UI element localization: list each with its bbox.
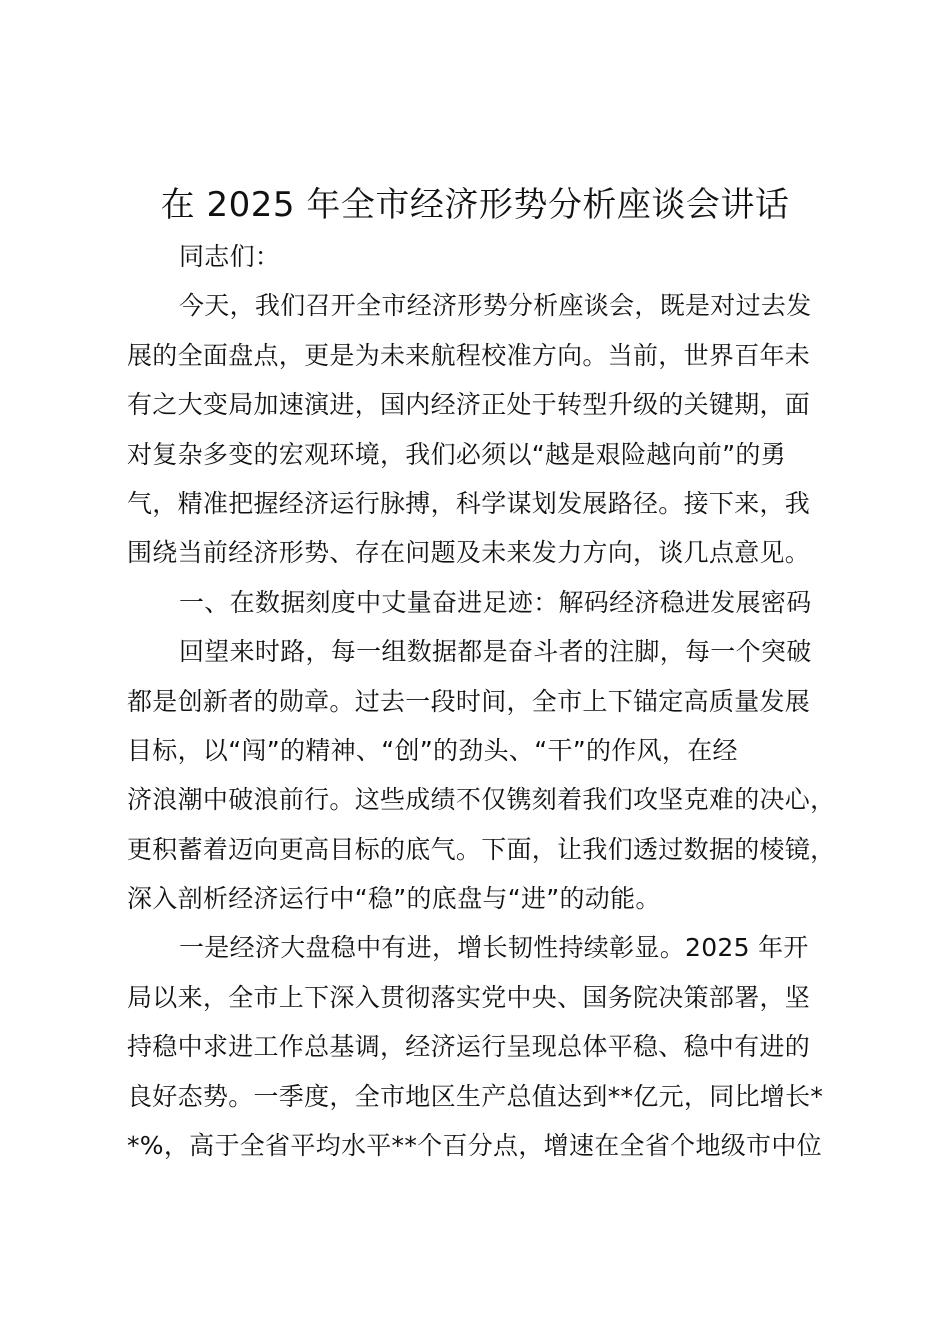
text-line: 良好态势。一季度，全市地区生产总值达到**亿元，同比增长* [127, 1081, 824, 1111]
text-line: 局以来，全市上下深入贯彻落实党中央、国务院决策部署，坚 [127, 982, 811, 1012]
text-line: 气，精准把握经济运行脉搏，科学谋划发展路径。接下来，我 [127, 488, 811, 518]
text-line: 深入剖析经济运行中“稳”的底盘与“进”的动能。 [127, 884, 661, 914]
text-line: 一是经济大盘稳中有进，增长韧性持续彰显。2025 年开 [179, 933, 809, 963]
text-line: 展的全面盘点，更是为未来航程校准方向。当前，世界百年未 [127, 340, 811, 370]
text-line: *%，高于全省平均水平**个百分点，增速在全省个地级市中位 [127, 1131, 822, 1161]
text-line: 更积蓄着迈向更高目标的底气。下面，让我们透过数据的棱镜， [127, 834, 836, 864]
document-title: 在 2025 年全市经济形势分析座谈会讲话 [160, 185, 790, 225]
text-line: 对复杂多变的宏观环境，我们必须以“越是艰险越向前”的勇 [127, 439, 787, 469]
text-line: 围绕当前经济形势、存在问题及未来发力方向，谈几点意见。 [127, 538, 811, 568]
text-line: 持稳中求进工作总基调，经济运行呈现总体平稳、稳中有进的 [127, 1032, 811, 1062]
text-line: 同志们： [179, 242, 281, 271]
text-line: 一、在数据刻度中丈量奋进足迹：解码经济稳进发展密码 [179, 587, 812, 617]
text-line: 今天，我们召开全市经济形势分析座谈会，既是对过去发 [179, 291, 812, 321]
text-line: 目标，以“闯”的精神、“创”的劲头、“干”的作风，在经 [127, 735, 738, 765]
document-body [127, 232, 847, 1170]
text-line: 回望来时路，每一组数据都是奋斗者的注脚，每一个突破 [179, 637, 812, 667]
text-line: 都是创新者的勋章。过去一段时间，全市上下锚定高质量发展 [127, 686, 811, 716]
text-line: 济浪潮中破浪前行。这些成绩不仅镌刻着我们攻坚克难的决心， [127, 785, 836, 815]
text-line: 有之大变局加速演进，国内经济正处于转型升级的关键期，面 [127, 390, 811, 420]
